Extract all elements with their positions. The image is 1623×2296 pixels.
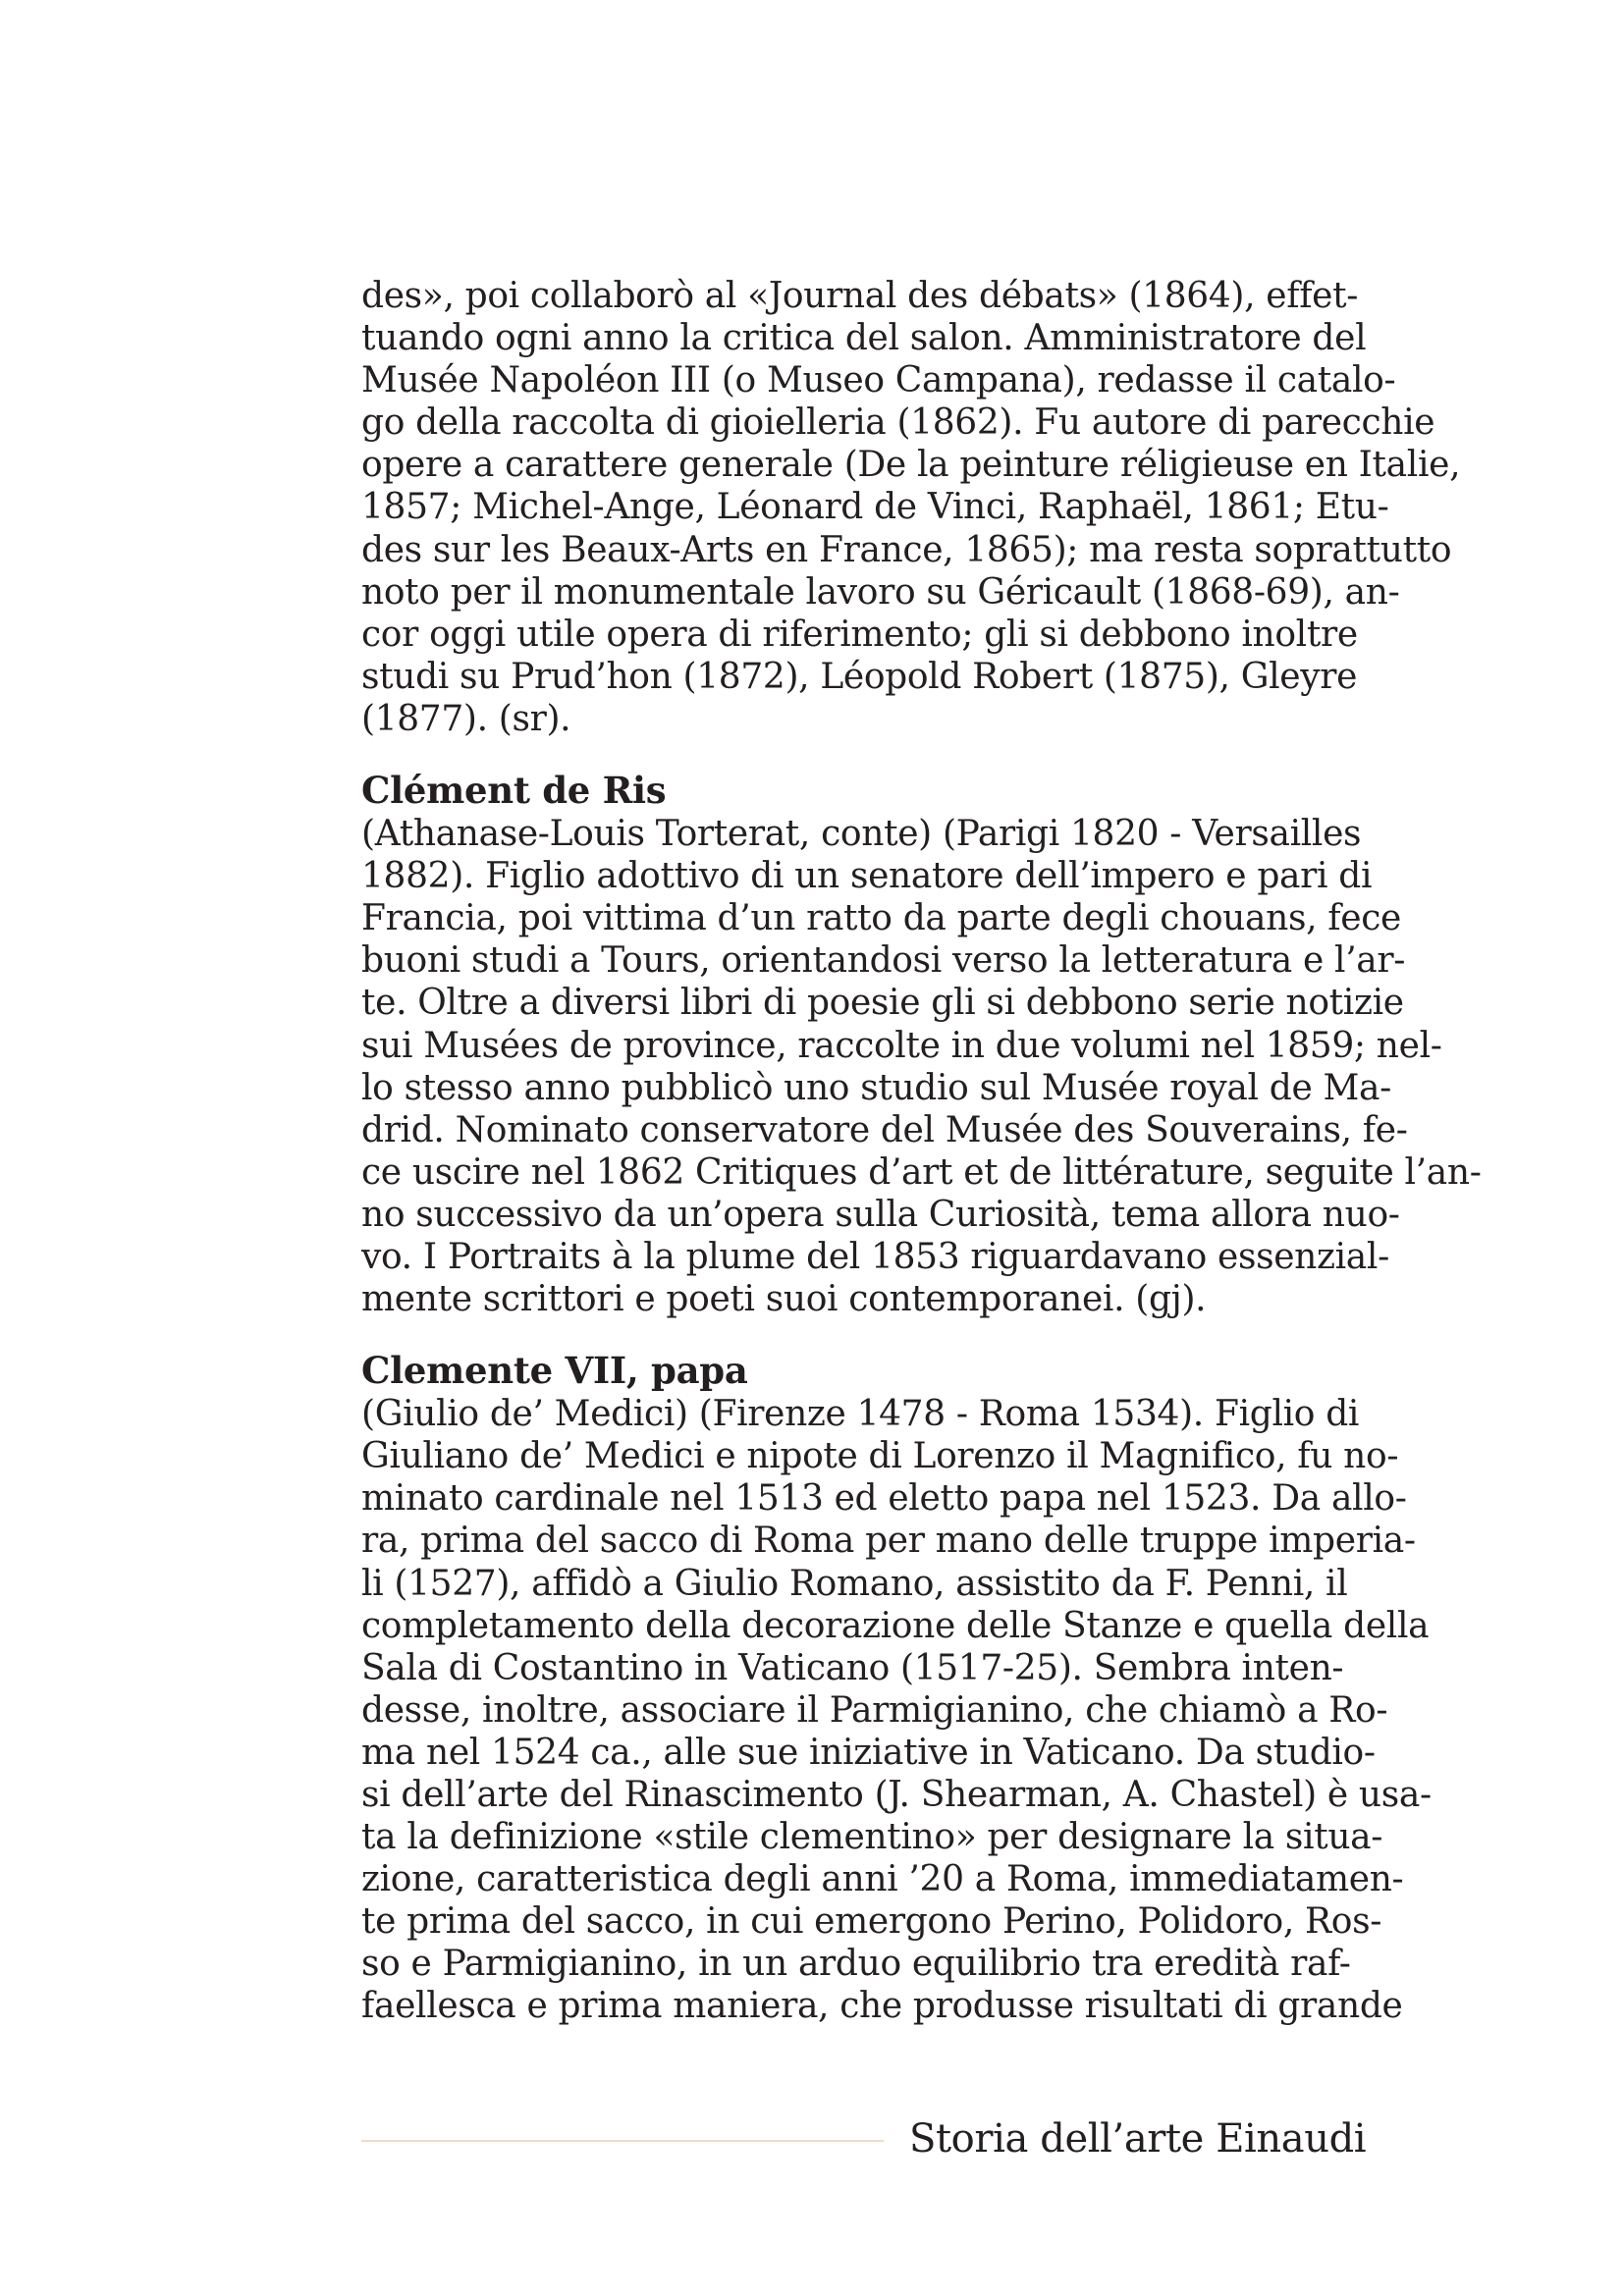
page-body: [361, 275, 1482, 2028]
text-line: vo. I Portraits à la plume del 1853 riguardavano essenzial-: [361, 1236, 1389, 1277]
text-line: (Giulio de’ Medici) (Firenze 1478 - Roma 1534). Figlio di: [361, 1394, 1360, 1435]
text-line: studi su Prud’hon (1872), Léopold Robert (1875), Gleyre: [361, 656, 1358, 697]
footer-title: Storia dell’arte Einaudi: [909, 2116, 1367, 2162]
text-line: li (1527), affidò a Giulio Romano, assistito da F. Penni, il: [361, 1563, 1348, 1604]
text-line: 1882). Figlio adottivo di un senatore dell’impero e pari di: [361, 856, 1373, 897]
text-line: tuando ogni anno la critica del salon. Amministratore del: [361, 318, 1367, 359]
text-line: ta la definizione «stile clementino» per designare la situa-: [361, 1817, 1383, 1858]
text-line: Musée Napoléon III (o Museo Campana), redasse il catalo-: [361, 360, 1396, 401]
text-line: ce uscire nel 1862 Critiques d’art et de littérature, seguite l’an-: [361, 1151, 1482, 1193]
entry-clement-de-ris: [361, 768, 1482, 1320]
text-line: go della raccolta di gioielleria (1862). Fu autore di parecchie: [361, 402, 1435, 444]
text-line: minato cardinale nel 1513 ed eletto papa nel 1523. Da allo-: [361, 1478, 1407, 1520]
text-line: desse, inoltre, associare il Parmigianino, che chiamò a Ro-: [361, 1689, 1388, 1731]
section-spacer: [361, 1320, 1316, 1348]
text-line: si dell’arte del Rinascimento (J. Shearman, A. Chastel) è usa-: [361, 1775, 1432, 1815]
text-line: completamento della decorazione delle Stanze e quella della: [361, 1605, 1430, 1646]
text-line: buoni studi a Tours, orientandosi verso la letteratura e l’ar-: [361, 940, 1406, 982]
text-line: opere a carattere generale (De la peinture réligieuse en Italie,: [361, 445, 1461, 486]
text-line: des», poi collaborò al «Journal des débats» (1864), effet-: [361, 276, 1359, 316]
text-line: so e Parmigianino, in un arduo equilibrio tra eredità raf-: [361, 1944, 1351, 1985]
text-line: Francia, poi vittima d’un ratto da parte degli chouans, fece: [361, 898, 1401, 939]
text-line: te. Oltre a diversi libri di poesie gli si debbono serie notizie: [361, 983, 1404, 1024]
entry-continued: [361, 275, 1461, 740]
entry-heading: Clemente VII, papa: [361, 1349, 748, 1393]
text-line: faellesca e prima maniera, che produsse risultati di grande: [361, 1986, 1403, 2027]
text-line: mente scrittori e poeti suoi contemporanei. (gj).: [361, 1279, 1207, 1320]
entry-clemente-vii: [361, 1348, 1432, 2027]
text-line: zione, caratteristica degli anni ’20 a Roma, immediatamen-: [361, 1859, 1404, 1900]
text-line: te prima del sacco, in cui emergono Perino, Polidoro, Ros-: [361, 1901, 1382, 1943]
text-line: (Athanase-Louis Torterat, conte) (Parigi 1820 - Versailles: [361, 814, 1362, 855]
text-line: noto per il monumentale lavoro su Géricault (1868-69), an-: [361, 571, 1400, 613]
text-line: Giuliano de’ Medici e nipote di Lorenzo il Magnifico, fu no-: [361, 1436, 1399, 1477]
text-line: des sur les Beaux-Arts en France, 1865); ma resta soprattutto: [361, 529, 1452, 570]
entry-heading: Clément de Ris: [361, 769, 667, 813]
text-line: (1877). (sr).: [361, 698, 571, 739]
text-line: lo stesso anno pubblicò uno studio sul Musée royal de Ma-: [361, 1067, 1391, 1108]
section-spacer: [361, 740, 1316, 768]
text-line: no successivo da un’opera sulla Curiosità, tema allora nuo-: [361, 1194, 1400, 1235]
text-line: ra, prima del sacco di Roma per mano delle truppe imperia-: [361, 1521, 1416, 1562]
text-line: cor oggi utile opera di riferimento; gli si debbono inoltre: [361, 614, 1358, 655]
text-line: ma nel 1524 ca., alle sue iniziative in Vaticano. Da studio-: [361, 1732, 1376, 1773]
text-line: drid. Nominato conservatore del Musée des Souverains, fe-: [361, 1109, 1408, 1150]
text-line: sui Musées de province, raccolte in due volumi nel 1859; nel-: [361, 1025, 1442, 1066]
text-line: 1857; Michel-Ange, Léonard de Vinci, Raphaël, 1861; Etu-: [361, 487, 1389, 528]
footer-divider: [361, 2140, 884, 2142]
text-line: Sala di Costantino in Vaticano (1517-25). Sembra inten-: [361, 1647, 1344, 1688]
